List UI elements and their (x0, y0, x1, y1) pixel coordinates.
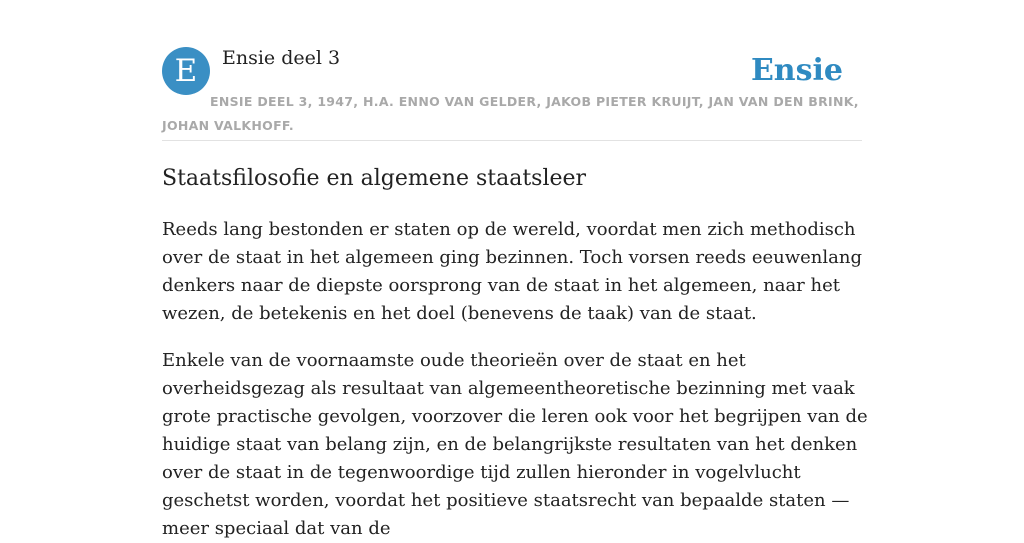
ensie-logo-icon[interactable]: E (162, 47, 210, 95)
header (162, 46, 862, 141)
article-paragraph: Reeds lang bestonden er staten op de wereld, voordat men zich methodisch over de staat in het algemeen ging bezinnen. Toch vorsen reeds eeuwenlang denkers naar de diepste oorsprong van de staat in het algemeen, naar het wezen, de betekenis en het doel (benevens de taak) van de staat. (162, 219, 862, 324)
article-title: Staatsfilosofie en algemene staatsleer (162, 166, 587, 191)
book-title[interactable]: Ensie deel 3 (222, 47, 341, 69)
article (162, 160, 882, 543)
brand-logo[interactable]: Ensie (750, 53, 843, 88)
source-meta: ENSIE DEEL 3, 1947, H.A. ENNO VAN GELDER, JAKOB PIETER KRUIJT, JAN VAN DEN BRINK, JOHAN VALKHOFF. (162, 94, 859, 133)
article-paragraph: Enkele van de voornaamste oude theorieën over de staat en het overheidsgezag als resultaat van algemeentheoretische bezinning met vaak grote practische gevolgen, voorzover die leren ook voor het begrijpen van de huidige staat van belang zijn, en de belangrijkste resultaten van het denken over de staat in de tegenwoordige tijd zullen hieronder in vogelvlucht geschetst worden, voordat het positieve staatsrecht van bepaalde staten — meer speciaal dat van de (162, 350, 868, 539)
